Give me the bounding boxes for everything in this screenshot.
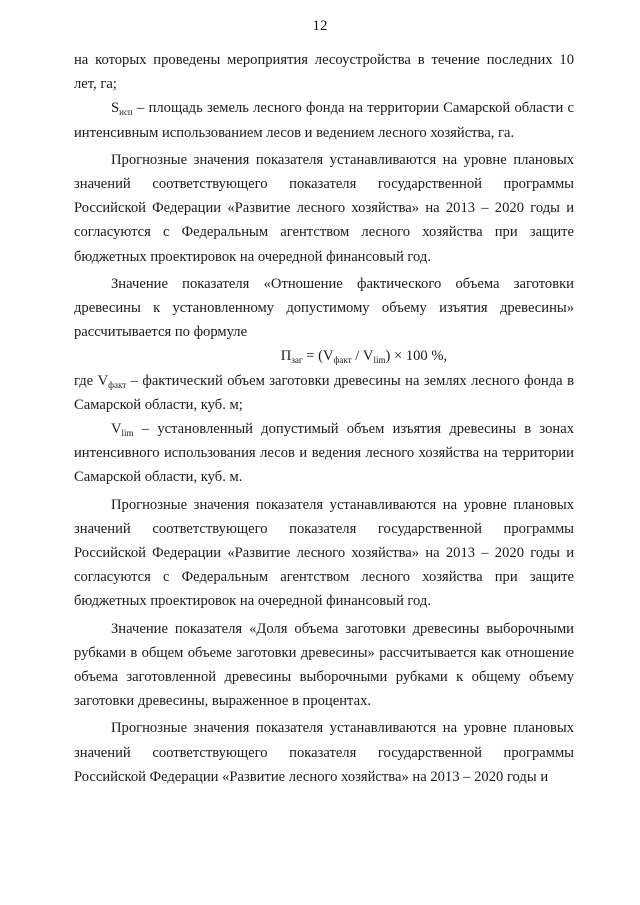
formula [74,344,574,368]
definition-text: – фактический объем заготовки древесины на землях лесного фонда в Самарской области, куб. м; [74,372,574,413]
paragraph-indicator-harvest-ratio: Значение показателя «Отношение фактического объема заготовки древесины к установленному допустимому объему изъятия древесины» рассчитывается по формуле [74,275,574,341]
paragraph-forecast-2: Прогнозные значения показателя устанавливаются на уровне плановых значений соответствующего показателя государственной программы Российской Федерации «Развитие лесного хозяйства» на 2013 – 2020 годы и согласуются с Федеральным агентством лесного хозяйства при защите бюджетных проектировок на очередной финансовый год. [74,496,574,610]
paragraph-v-fakt-definition [74,369,574,417]
formula-lhs-subscript: заг [291,355,303,366]
paragraph-indicator-selective-share: Значение показателя «Доля объема заготовки древесины выборочными рубками в общем объеме заготовки древесины» рассчитывается как отношение объема заготовленной древесины выборочными рубками к общему объему заготовки древесины, выраженное в процентах. [74,620,574,710]
formula-mid: / V [351,348,374,365]
definition-text: – установленный допустимый объем изъятия древесины в зонах интенсивного использования лесов и ведения лесного хозяйства на территории Самарской области, куб. м. [74,421,574,486]
formula-lhs: П [280,348,292,365]
formula-sub-fakt: факт [333,355,352,366]
paragraph-v-lim-definition [74,417,574,490]
subscript-isp: исп [119,107,133,118]
formula-rhs: ) × 100 %, [385,348,448,365]
paragraph-s-isp-definition [74,96,574,144]
body-text [74,48,574,789]
subscript-fakt: факт [108,379,127,390]
subscript-lim: lim [121,428,134,439]
definition-text: – площадь земель лесного фонда на территории Самарской области с интенсивным использованием лесов и ведением лесного хозяйства, га. [74,100,574,141]
variable-v: V [111,421,122,438]
variable-s: S [111,100,120,117]
paragraph-forecast-1: Прогнозные значения показателя устанавливаются на уровне плановых значений соответствующего показателя государственной программы Российской Федерации «Развитие лесного хозяйства» на 2013 – 2020 годы и согласуются с Федеральным агентством лесного хозяйства при защите бюджетных проектировок на очередной финансовый год. [74,151,574,265]
formula-eq: = (V [302,348,334,365]
paragraph-forecast-3: Прогнозные значения показателя устанавливаются на уровне плановых значений соответствующего показателя государственной программы Российской Федерации «Развитие лесного хозяйства» на 2013 – 2020 годы и [74,720,574,785]
page-number: 12 [312,18,328,34]
formula-sub-lim: lim [373,355,386,366]
paragraph-continuation: на которых проведены мероприятия лесоустройства в течение последних 10 лет, га; [74,52,574,93]
where-v: где V [74,372,109,389]
